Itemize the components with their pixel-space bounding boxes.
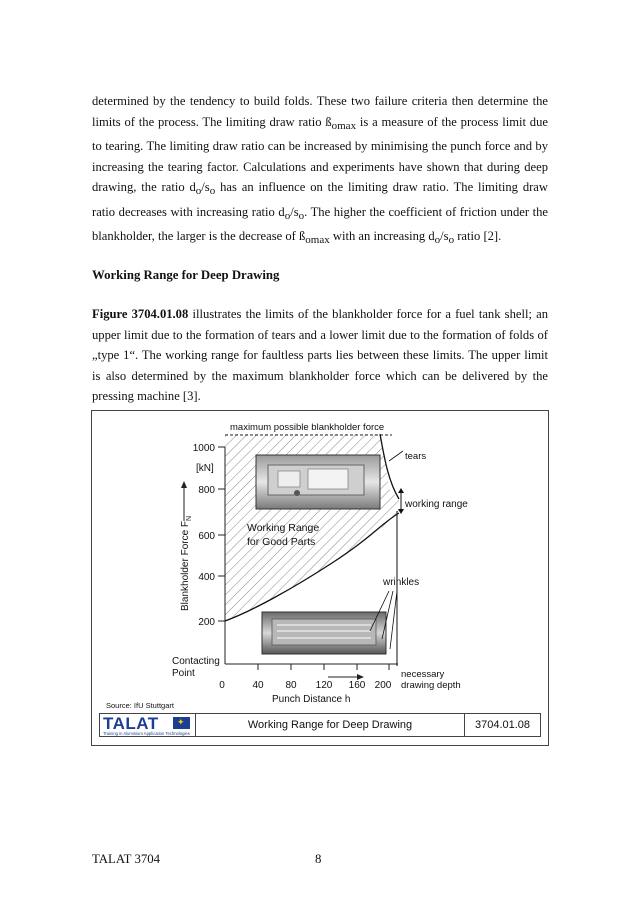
shell-photo-bottom — [262, 612, 386, 654]
shell-photo-top — [256, 455, 380, 509]
figure-source: Source: IfU Stuttgart — [106, 701, 174, 710]
x-tick-200: 200 — [374, 680, 392, 691]
x-tick-40: 40 — [252, 680, 264, 691]
y-tick-1000: 1000 — [192, 443, 215, 454]
talat-logo — [100, 714, 196, 736]
footer-page-number: 8 — [315, 852, 322, 866]
drawing-depth-line1: necessary — [401, 669, 445, 680]
x-ticks — [258, 664, 389, 670]
y-axis-label: Blankholder Force $F_N$ — [180, 515, 193, 611]
max-force-label: maximum possible blankholder force — [230, 422, 385, 433]
paragraph-working-range: Figure 3704.01.08 illustrates the limits of the blankholder force for a fuel tank shell; an upper limit due to the formation of tears and a lower limit due to the formation of folds of „type 1“. The working range for faultless parts lies between these limits. The upper limit is also determined by the maximum blankholder force which can be delivered by the pressing machine [3]. — [92, 307, 549, 403]
figure-diagram — [92, 411, 548, 745]
wrinkles-label: wrinkles — [383, 577, 420, 588]
y-tick-600: 600 — [198, 531, 215, 542]
x-tick-0: 0 — [219, 680, 225, 691]
x-tick-160: 160 — [348, 680, 366, 691]
y-tick-800: 800 — [198, 485, 215, 496]
working-range-label: working range — [405, 499, 468, 510]
figure-caption-title: Working Range for Deep Drawing — [196, 714, 465, 736]
y-tick-400: 400 — [198, 572, 215, 583]
y-unit: [kN] — [196, 463, 214, 474]
tears-pointer — [389, 451, 403, 461]
x-tick-80: 80 — [285, 680, 297, 691]
region-label-line1: Working Range — [247, 522, 320, 534]
y-ticks — [218, 447, 225, 621]
contacting-point-line1: Contacting — [172, 656, 220, 667]
section-heading: Working Range for Deep Drawing — [92, 268, 280, 282]
paragraph-draw-ratio: determined by the tendency to build folds. These two failure criteria then determine the limits of the process. The limiting draw ratio ßomax is a measure of the process limit due to tearing. The limiting draw ratio can be increased by minimising the punch force and by increasing the tearing factor. Calculations and experiments have shown that during deep drawing, the ratio do/so has an influence on the limiting draw ratio. The limiting draw ratio decreases with increasing ratio do/so. The higher the coefficient of friction under the blankholder, the larger is the decrease of ßomax with an increasing do/so ratio [2]. — [92, 94, 548, 246]
talat-logo-tagline: Training in Aluminium Application Technologies — [103, 731, 190, 736]
figure-working-range — [91, 410, 549, 746]
eu-flag-icon — [173, 717, 190, 729]
y-tick-200: 200 — [198, 617, 215, 628]
figure-reference: Figure 3704.01.08 — [92, 307, 189, 321]
figure-caption-bar — [99, 713, 541, 737]
region-label-line2: for Good Parts — [247, 536, 316, 548]
x-axis-label: Punch Distance h — [272, 694, 351, 705]
tears-label: tears — [405, 451, 427, 462]
figure-caption-number: 3704.01.08 — [474, 719, 531, 731]
talat-logo-word: TALAT — [103, 714, 159, 733]
y-axis-arrowhead — [181, 481, 187, 488]
footer-doc-id: TALAT 3704 — [92, 852, 161, 866]
drawing-depth-line2: drawing depth — [401, 680, 461, 691]
x-tick-120: 120 — [315, 680, 333, 691]
contacting-point-line2: Point — [172, 668, 195, 679]
